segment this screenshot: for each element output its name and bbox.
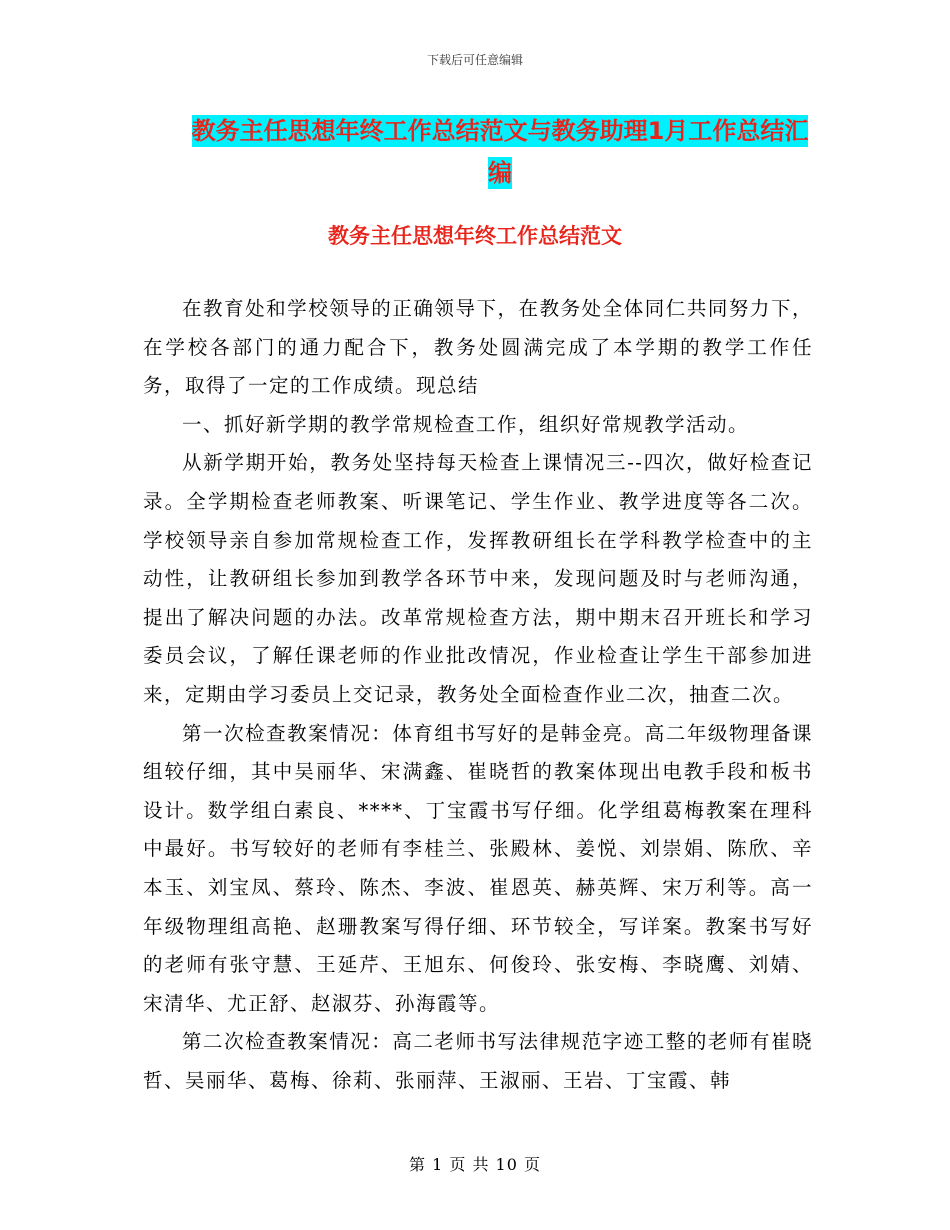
document-title: [190, 110, 810, 194]
paragraph: 在教育处和学校领导的正确领导下，在教务处全体同仁共同努力下，在学校各部门的通力配合下，教务处圆满完成了本学期的教学工作任务，取得了一定的工作成绩。现总结: [143, 297, 813, 398]
document-body: [143, 290, 813, 1100]
document-title-text: 教务主任思想年终工作总结范文与教务助理1月工作总结汇编: [191, 117, 809, 187]
paragraph: 从新学期开始，教务处坚持每天检查上课情况三--四次，做好检查记录。全学期检查老师教案、听课笔记、学生作业、教学进度等各二次。学校领导亲自参加常规检查工作，发挥教研组长在学科教学检查中的主动性，让教研组长参加到教学各环节中来，发现问题及时与老师沟通，提出了解决问题的办法。改革常规检查方法，期中期末召开班长和学习委员会议，了解任课老师的作业批改情况，作业检查让学生干部参加进来，定期由学习委员上交记录，教务处全面检查作业二次，抽查二次。: [143, 451, 813, 706]
paragraph: 第二次检查教案情况：高二老师书写法律规范字迹工整的老师有崔晓哲、吴丽华、葛梅、徐莉、张丽萍、王淑丽、王岩、丁宝霞、韩: [143, 1030, 813, 1092]
page-number: 第 1 页 共 10 页: [409, 1155, 541, 1174]
section-title: 教务主任思想年终工作总结范文: [328, 224, 622, 248]
paragraph: 一、抓好新学期的教学常规检查工作，组织好常规教学活动。: [182, 412, 750, 436]
paragraph: 第一次检查教案情况：体育组书写好的是韩金亮。高二年级物理备课组较仔细，其中吴丽华、宋满鑫、崔晓哲的教案体现出电教手段和板书设计。数学组白素良、****、丁宝霞书写仔细。化学组葛梅教案在理科中最好。书写较好的老师有李桂兰、张殿林、姜悦、刘崇娟、陈欣、辛本玉、刘宝凤、蔡玲、陈杰、李波、崔恩英、赫英辉、宋万利等。高一年级物理组高艳、赵珊教案写得仔细、环节较全，写详案。教案书写好的老师有张守慧、王延芹、王旭东、何俊玲、张安梅、李晓鹰、刘婧、宋清华、尤正舒、赵淑芬、孙海霞等。: [143, 721, 813, 1015]
header-note: 下载后可任意编辑: [426, 53, 523, 67]
